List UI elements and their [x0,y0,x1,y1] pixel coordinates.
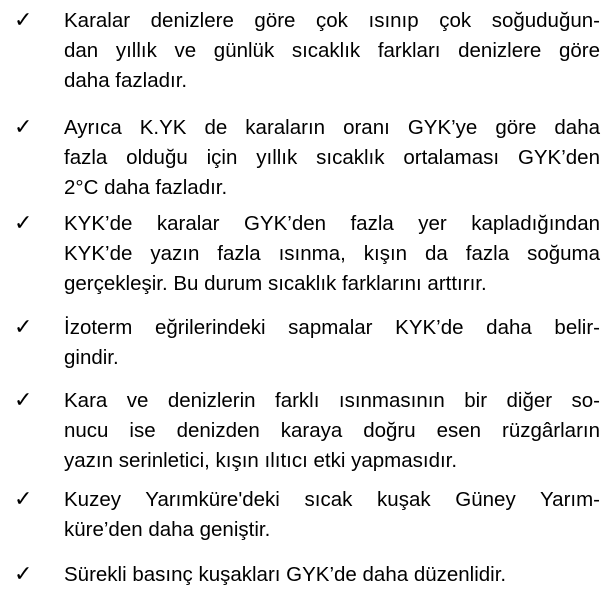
check-icon: ✓ [14,8,33,33]
check-icon: ✓ [14,388,33,413]
item-line: Kara ve denizlerin farklı ısınmasının bir diğer so- [64,389,600,412]
item-line: 2°C daha fazladır. [64,176,228,199]
check-icon: ✓ [14,211,33,236]
check-icon: ✓ [14,562,33,587]
item-line: yazın serinletici, kışın ılıtıcı etki yapmasıdır. [64,449,458,472]
item-line: daha fazladır. [64,69,188,92]
item-line: KYK’de karalar GYK’den fazla yer kapladığından [64,212,600,235]
check-icon: ✓ [14,315,33,340]
check-icon: ✓ [14,115,33,140]
item-line: dan yıllık ve günlük sıcaklık farkları denizlere göre [64,39,600,62]
item-line: Karalar denizlere göre çok ısınıp çok soğuduğun- [64,9,600,32]
item-line: Kuzey Yarımküre'deki sıcak kuşak Güney Yarım- [64,488,600,511]
item-line: Sürekli basınç kuşakları GYK’de daha düzenlidir. [64,563,507,586]
check-icon: ✓ [14,487,33,512]
item-line: KYK’de yazın fazla ısınma, kışın da fazla soğuma [64,242,600,265]
item-line: fazla olduğu için yıllık sıcaklık ortalaması GYK’den [64,146,600,169]
item-line: küre’den daha geniştir. [64,518,271,541]
item-line: İzoterm eğrilerindeki sapmalar KYK’de daha belir- [64,316,600,339]
item-line: nucu ise denizden karaya doğru esen rüzgârların [64,419,600,442]
item-line: gindir. [64,346,119,369]
item-line: gerçekleşir. Bu durum sıcaklık farklarını arttırır. [64,272,487,295]
item-line: Ayrıca K.YK de karaların oranı GYK’ye göre daha [64,116,600,139]
